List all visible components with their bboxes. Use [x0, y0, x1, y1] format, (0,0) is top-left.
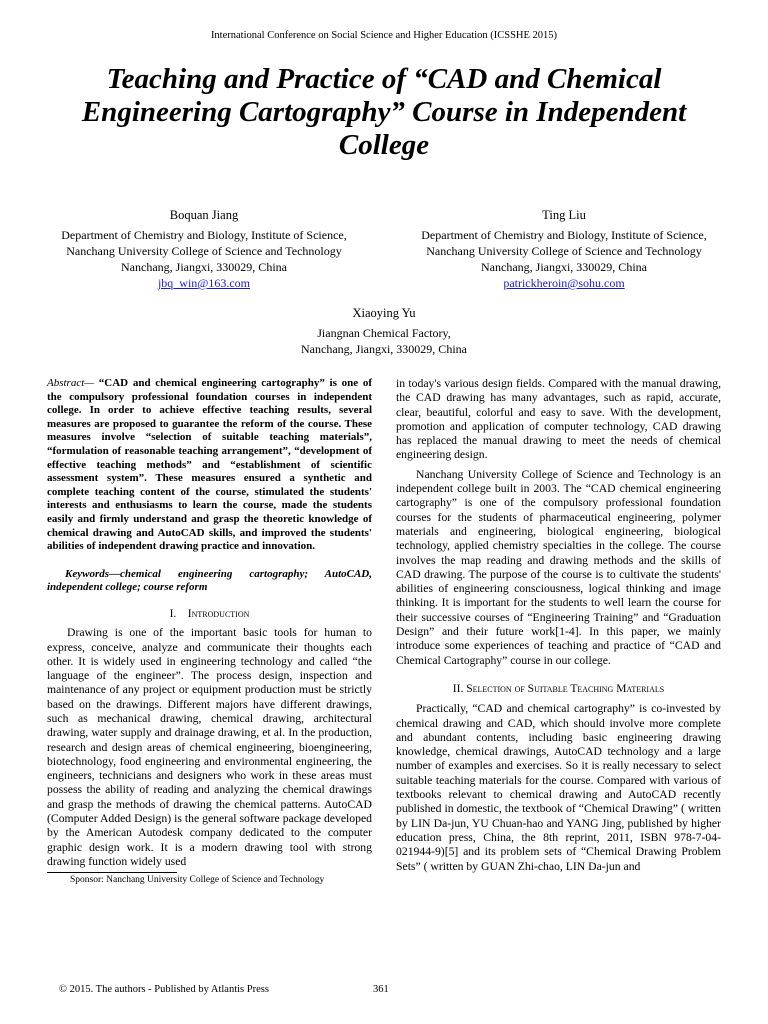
section-heading-introduction [47, 607, 372, 621]
section-title: Selection of Suitable Teaching Materials [466, 682, 665, 695]
footnote-rule [47, 872, 177, 873]
page-number: 361 [373, 984, 389, 995]
author-email-link[interactable]: patrickheroin@sohu.com [503, 276, 625, 290]
title-line-1: Teaching and Practice of “CAD and Chemical [106, 63, 662, 95]
author-name: Xiaoying Yu [352, 306, 416, 320]
left-column [47, 377, 372, 869]
intro-paragraph-1-continued: in today's various design fields. Compared with the manual drawing, the CAD drawing has many advantages, such as rapid, accurate, clear, beautiful, colorful and easy to save. With the development, promotion and application of computer technology, CAD drawing has replaced the manual drawing to meet the needs of chemical engineering design. [396, 377, 721, 462]
copyright-footer: © 2015. The authors - Published by Atlantis Press [59, 984, 269, 995]
keywords [47, 568, 372, 595]
author-affiliation: Nanchang, Jiangxi, 330029, China [301, 342, 467, 356]
author-block-3 [234, 305, 534, 357]
section-heading-teaching-materials [396, 682, 721, 696]
author-name: Ting Liu [542, 208, 586, 222]
section-2-paragraph-1: Practically, “CAD and chemical cartography” is co-invested by chemical drawing and CAD, which should involve more complete and abundant contents, including basic engineering drawing knowledge, chemical drawings, AutoCAD technology and a large number of examples and exercises. So it is really necessary to select suitable teaching materials for the course. Compared with various of textbooks relevant to chemical drawing and AutoCAD recently published in domestic, the textbook of “Chemical Drawing” ( written by LIN Da-jun, YU Chuan-hao and YANG Jing, published by higher education press, China, the 8th reprint, 2011, ISBN 978-7-04-021944-9)[5] and its problem sets of “Chemical Drawing Problem Sets” ( written by GUAN Zhi-chao, LIN Da-jun and [396, 702, 721, 873]
author-affiliation: Nanchang University College of Science and Technology [66, 244, 342, 258]
keywords-text: chemical engineering cartography; AutoCAD, independent college; course reform [47, 567, 372, 594]
author-block-2 [396, 207, 732, 291]
author-affiliation: Department of Chemistry and Biology, Institute of Science, [421, 228, 707, 242]
author-block-1 [38, 207, 370, 291]
author-affiliation: Nanchang, Jiangxi, 330029, China [121, 260, 287, 274]
abstract-label: Abstract— [47, 377, 95, 389]
intro-paragraph-2: Nanchang University College of Science and Technology is an independent college built in 2003. The “CAD chemical engineering cartography” is one of the compulsory professional foundation courses for the students of pharmaceutical engineering, polymer materials and engineering, biological engineering, biological technology, applied chemistry specialties in the college. The course involves the map reading and drawing methods and the skills of CAD drawing. The purpose of the course is to cultivate the students' abilities of engineering consciousness, logical thinking and image thinking. It is important for the students to well learn the course for their successive courses of “Engineering Training” and “Graduation Design” and their future work[1-4]. In this paper, we mainly introduce some experiences of teaching and practice of “CAD and Chemical Cartography” course in our college. [396, 467, 721, 667]
right-column [396, 377, 721, 874]
section-title: Introduction [187, 607, 250, 620]
author-affiliation: Jiangnan Chemical Factory, [317, 326, 451, 340]
title-line-2: Engineering Cartography” Course in Independent [81, 96, 687, 128]
keywords-label: Keywords— [65, 567, 120, 580]
intro-paragraph-1: Drawing is one of the important basic tools for human to express, conceive, analyze and communicate their thoughts each other. It is widely used in engineering technology and called “the language of the engineer”. The process design, inspection and maintenance of any project or equipment production must be strictly based on the drawings. Different majors have different drawings, such as mechanical drawing, chemical drawing, architectural drawing, water supply and drainage drawing, et al. In the production, research and design areas of chemical engineering, bioengineering, biotechnology, food engineering and environmental engineering, the engineers, technicians and designers who work in these areas must possess the ability of reading and analyzing the chemical drawings and grasp the methods of drawing the chemical patterns. AutoCAD (Computer Added Design) is the general software package developed by the American Autodesk company dedicated to the computer graphic design work. It is a modern drawing tool with strong drawing function widely used [47, 626, 372, 868]
conference-header: International Conference on Social Science and Higher Education (ICSSHE 2015) [210, 30, 558, 41]
author-name: Boquan Jiang [169, 208, 239, 222]
section-number: I. [169, 607, 177, 620]
title-line-3: College [338, 129, 430, 161]
section-number: II. [452, 682, 464, 695]
abstract-text: “CAD and chemical engineering cartography” is one of the compulsory professional foundation courses in independent college. In order to achieve effective teaching results, several measures are proposed to guarantee the reform of the course. These measures involve “selection of suitable teaching materials”, “formulation of reasonable teaching arrangement”, “development of effective teaching methods” and “establishment of scientific assessment system”. These measures ensured a synthetic and complete teaching content of the course, stimulated the students' interests and enthusiasms to learn the course, made the students easily and firmly understand and grasp the theoretic knowledge of chemical drawing and AutoCAD skills, and improved the students' abilities of independent drawing practice and innovation. [47, 377, 372, 553]
sponsor-footnote: Sponsor: Nanchang University College of Science and Technology [70, 875, 325, 885]
author-affiliation: Nanchang University College of Science and Technology [426, 244, 702, 258]
author-affiliation: Nanchang, Jiangxi, 330029, China [481, 260, 647, 274]
abstract [47, 377, 372, 554]
author-email-link[interactable]: jbq_win@163.com [157, 276, 251, 290]
paper-title [34, 63, 734, 162]
author-affiliation: Department of Chemistry and Biology, Institute of Science, [61, 228, 347, 242]
